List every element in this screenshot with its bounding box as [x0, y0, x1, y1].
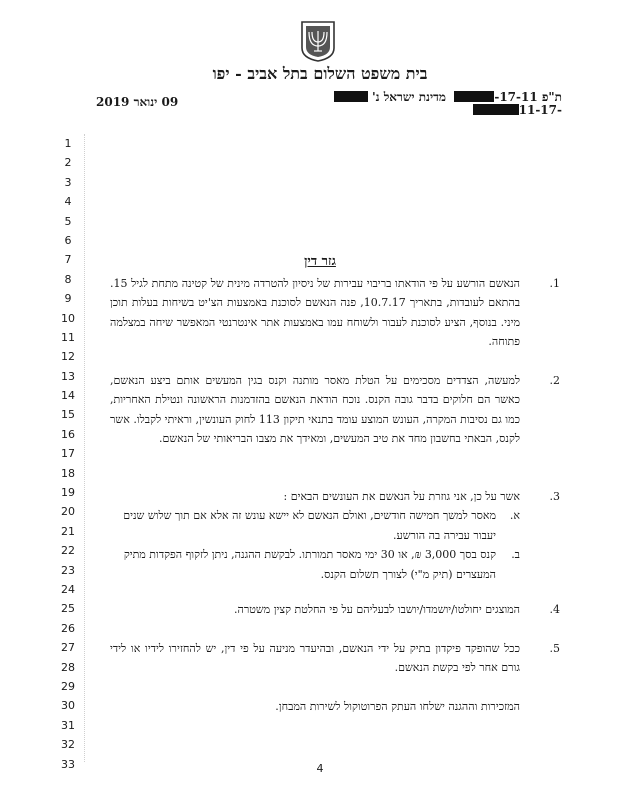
line-number: 19	[61, 486, 75, 500]
line-number: 16	[61, 427, 75, 441]
line-number: 10	[61, 311, 75, 325]
line-number: 12	[61, 350, 75, 364]
line-number: 33	[61, 757, 75, 771]
line-number: 13	[61, 369, 75, 383]
line-number: 23	[61, 563, 75, 577]
sub-item-text: קנס בסך 3,000 ₪, או 30 ימי מאסר תמורתו. לבקשת ההגנה, ניתן לזקוף הפקדות מתיק המעצרים (תיק מ"י) לצורך תשלום הקנס.	[123, 548, 496, 581]
case-line-2	[473, 103, 562, 117]
paragraph-2	[110, 371, 560, 449]
paragraph-number: 4.	[549, 603, 560, 616]
line-number: 3	[64, 175, 72, 189]
line-number: 27	[61, 641, 75, 655]
line-number: 31	[61, 718, 75, 732]
line-number: 26	[61, 621, 75, 635]
paragraph-text: המוצגים יחולטו/יושמדו/יושבו לבעליהם על פי החלטת קצין משטרה.	[234, 603, 520, 616]
sub-item-b	[110, 545, 520, 584]
line-number: 25	[61, 602, 75, 616]
line-number: 20	[61, 505, 75, 519]
paragraph-1	[110, 274, 560, 352]
line-number: 7	[64, 253, 72, 267]
line-number: 9	[64, 292, 72, 306]
line-number: 21	[61, 524, 75, 538]
redaction-bar	[454, 91, 494, 102]
paragraph-3	[110, 487, 560, 584]
line-number-divider	[84, 134, 85, 762]
paragraph-text: הנאשם הורשע על פי הודאתו בריבוי עבירות של ניסיון להטרדה מינית של קטינה מתחת לגיל 15. בהתאם לעובדות, בתאריך 10.7.17, פנה הנאשם לסוכנת באמצעות הצ'יט בשיחות בעלות תוכן מיני. בנוסף, הציע לסוכנת לעבור ולשוחח עמו באמצעות אתר אינטרנטי המאפשר שיחה במצלמה פתוחה.	[110, 277, 521, 349]
line-number: 1	[64, 137, 72, 150]
paragraph-text: המזכירות וההגנה ישלחו העתק הפרוטוקול לשירות המבחן.	[275, 700, 520, 713]
document-title: גזר דין	[304, 254, 336, 269]
sub-item-text: מאסר למשך חמישה חודשים, ואולם הנאשם לא יישא עונש זה אלא אם תוך שלוש שנים יעבור עבירה בה הורשע.	[123, 509, 496, 542]
case-parties: מדינת ישראל נ'	[371, 90, 446, 104]
line-number: 15	[61, 408, 75, 422]
case-number-2: -11-17	[518, 103, 562, 117]
line-numbers	[56, 134, 80, 774]
case-number: ת"פ 17-11-	[494, 90, 562, 104]
paragraph-closing	[110, 697, 560, 716]
date: 09 ינואר 2019	[96, 95, 179, 109]
paragraph-5	[110, 639, 560, 678]
sub-item-label: ב.	[511, 548, 520, 562]
line-number: 24	[61, 582, 75, 596]
paragraph-number: 5.	[549, 642, 560, 655]
line-number: 11	[61, 330, 75, 344]
redaction-bar	[334, 91, 368, 102]
line-number: 30	[61, 699, 75, 713]
line-number: 29	[61, 679, 75, 693]
paragraph-number: 3.	[549, 490, 560, 503]
state-emblem-icon	[296, 18, 340, 62]
line-number: 8	[64, 272, 72, 286]
sub-item-a	[110, 506, 520, 545]
paragraph-text: ככל שהופקד פיקדון בתיק על ידי הנאשם, ובהיעדר מניעה על פי דין, יש להחזירו לידיו או לידי גורם אחר לפי בקשת הנאשם.	[110, 642, 520, 675]
line-number: 4	[64, 195, 72, 209]
line-number: 17	[61, 447, 75, 461]
line-number: 22	[61, 544, 75, 558]
line-number: 6	[64, 233, 72, 247]
line-number: 2	[64, 156, 72, 170]
paragraph-4	[110, 600, 560, 619]
paragraph-number: 1.	[549, 277, 560, 290]
page-number: 4	[316, 762, 324, 775]
line-number: 14	[61, 389, 75, 403]
court-name: בית משפט השלום בתל אביב - יפו	[212, 64, 428, 83]
paragraph-number: 2.	[549, 374, 560, 387]
paragraph-text: למעשה, הצדדים מסכימים על הטלת מאסר מותנה וקנס בגין המעשים אותם ביצע הנאשם, כאשר הם חלוקים בדבר גובה הקנס. נוכח הודאת הנאשם בהזדמנות הראשונה ונטילת האחריות, כמו גם נסיבות המקרה, העונש המוצע עומד בתנאי תיקון 113 לחוק העונשין, וראיתי לקבלו. אשר לקנס, הבאתי בחשבון מחד את טיב המעשים, ומאידך את מצבו הבריאותי של הנאשם.	[110, 374, 520, 446]
sub-item-label: א.	[509, 509, 520, 523]
line-number: 18	[61, 466, 75, 480]
line-number: 5	[64, 214, 72, 228]
redaction-bar	[473, 104, 519, 115]
line-number: 28	[61, 660, 75, 674]
line-number: 32	[61, 738, 75, 752]
paragraph-text: אשר על כן, אני גוזרת על הנאשם את העונשים הבאים :	[283, 490, 520, 503]
